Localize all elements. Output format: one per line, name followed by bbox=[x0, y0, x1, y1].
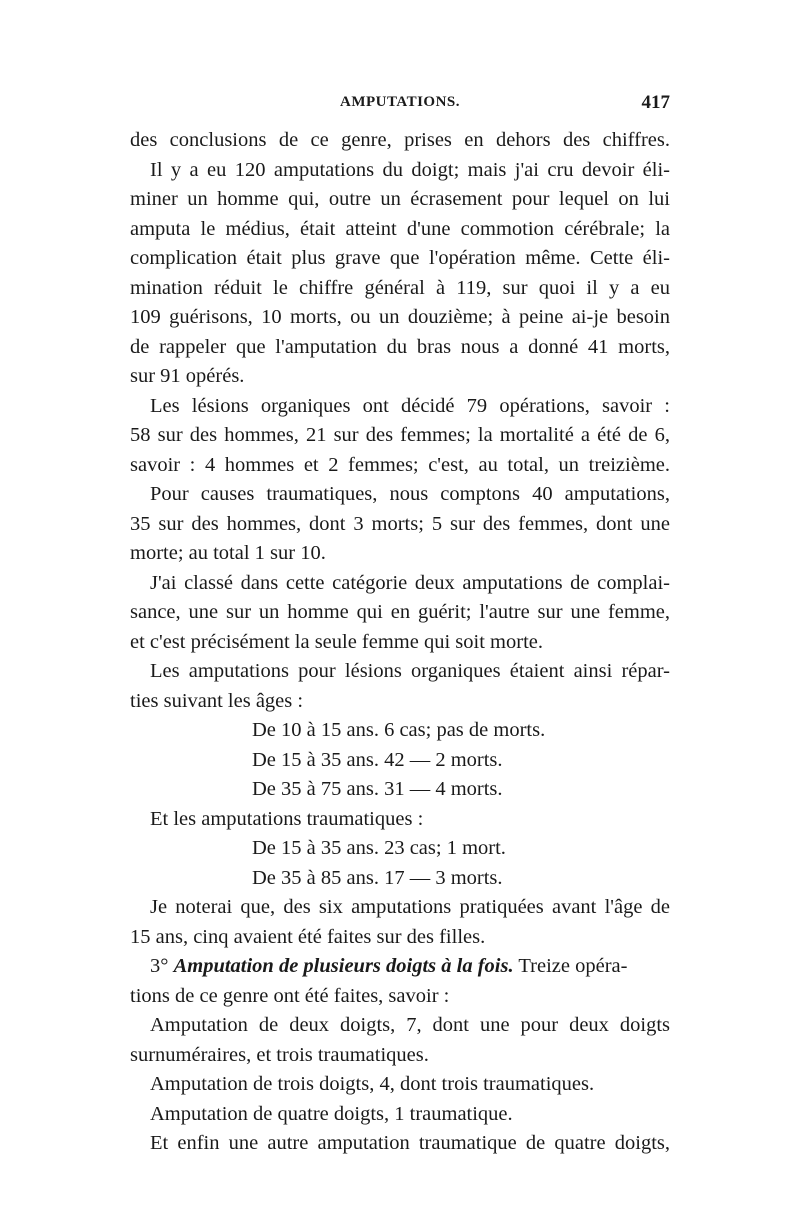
text-line: ties suivant les âges : bbox=[130, 689, 304, 712]
text-line: Les amputations pour lésions organiques étaient ainsi répar- bbox=[150, 660, 670, 682]
section-heading-line bbox=[130, 952, 670, 982]
text-line: 58 sur des hommes, 21 sur des femmes; la mortalité a été de 6, bbox=[130, 424, 670, 446]
text-line: miner un homme qui, outre un écrasement pour lequel on lui bbox=[130, 188, 670, 210]
age-table-row: De 15 à 35 ans. 23 cas; 1 mort. bbox=[252, 837, 506, 859]
text-line: des conclusions de ce genre, prises en dehors des chiffres. bbox=[130, 129, 670, 151]
text-line: tions de ce genre ont été faites, savoir : bbox=[130, 984, 450, 1007]
page-header bbox=[130, 94, 670, 120]
text-line: Il y a eu 120 amputations du doigt; mais j'ai cru devoir éli- bbox=[150, 158, 670, 181]
text-line: mination réduit le chiffre général à 119, sur quoi il y a eu bbox=[130, 276, 670, 299]
text-line: J'ai classé dans cette catégorie deux amputations de complai- bbox=[150, 571, 670, 594]
text-line: amputa le médius, était atteint d'une commotion cérébrale; la bbox=[130, 217, 670, 240]
text-line: de rappeler que l'amputation du bras nous a donné 41 morts, bbox=[130, 335, 670, 358]
text-line: Amputation de deux doigts, 7, dont une pour deux doigts bbox=[150, 1014, 670, 1036]
text-line: Les lésions organiques ont décidé 79 opérations, savoir : bbox=[150, 394, 670, 417]
text-line: 109 guérisons, 10 morts, ou un douzième; à peine ai-je besoin bbox=[130, 306, 670, 328]
text-line: 35 sur des hommes, dont 3 morts; 5 sur des femmes, dont une bbox=[130, 512, 670, 535]
page-number: 417 bbox=[641, 92, 670, 113]
text-line: sur 91 opérés. bbox=[130, 365, 245, 387]
section-number: 3° bbox=[150, 955, 174, 977]
text-line: et c'est précisément la seule femme qui soit morte. bbox=[130, 630, 543, 653]
age-table-row: De 10 à 15 ans. 6 cas; pas de morts. bbox=[252, 719, 546, 741]
text-line: Amputation de trois doigts, 4, dont trois traumatiques. bbox=[150, 1073, 595, 1095]
text-line: surnuméraires, et trois traumatiques. bbox=[130, 1043, 429, 1066]
body-text bbox=[130, 126, 670, 1159]
text-line: 15 ans, cinq avaient été faites sur des filles. bbox=[130, 925, 486, 948]
age-table-row: De 15 à 35 ans. 42 — 2 morts. bbox=[252, 748, 503, 771]
text-line: sance, une sur un homme qui en guérit; l'autre sur une femme, bbox=[130, 601, 670, 623]
text-line: morte; au total 1 sur 10. bbox=[130, 542, 326, 564]
text-line: savoir : 4 hommes et 2 femmes; c'est, au total, un treizième. bbox=[130, 453, 670, 476]
age-table-row: De 35 à 85 ans. 17 — 3 morts. bbox=[252, 866, 503, 889]
text-line: Et les amputations traumatiques : bbox=[150, 807, 424, 830]
section-title: Amputation de plusieurs doigts à la fois. bbox=[173, 955, 514, 977]
running-title: AMPUTATIONS. bbox=[339, 94, 461, 110]
text-line: Et enfin une autre amputation traumatique de quatre doigts, bbox=[150, 1132, 670, 1154]
text-line: complication était plus grave que l'opération même. Cette éli- bbox=[130, 247, 670, 269]
text-line: Amputation de quatre doigts, 1 traumatique. bbox=[150, 1102, 513, 1125]
text-line: Pour causes traumatiques, nous comptons 40 amputations, bbox=[150, 483, 670, 505]
age-table-row: De 35 à 75 ans. 31 — 4 morts. bbox=[252, 778, 503, 800]
text-line: Je noterai que, des six amputations pratiquées avant l'âge de bbox=[150, 896, 670, 918]
section-heading-rest: Treize opéra- bbox=[513, 955, 628, 977]
